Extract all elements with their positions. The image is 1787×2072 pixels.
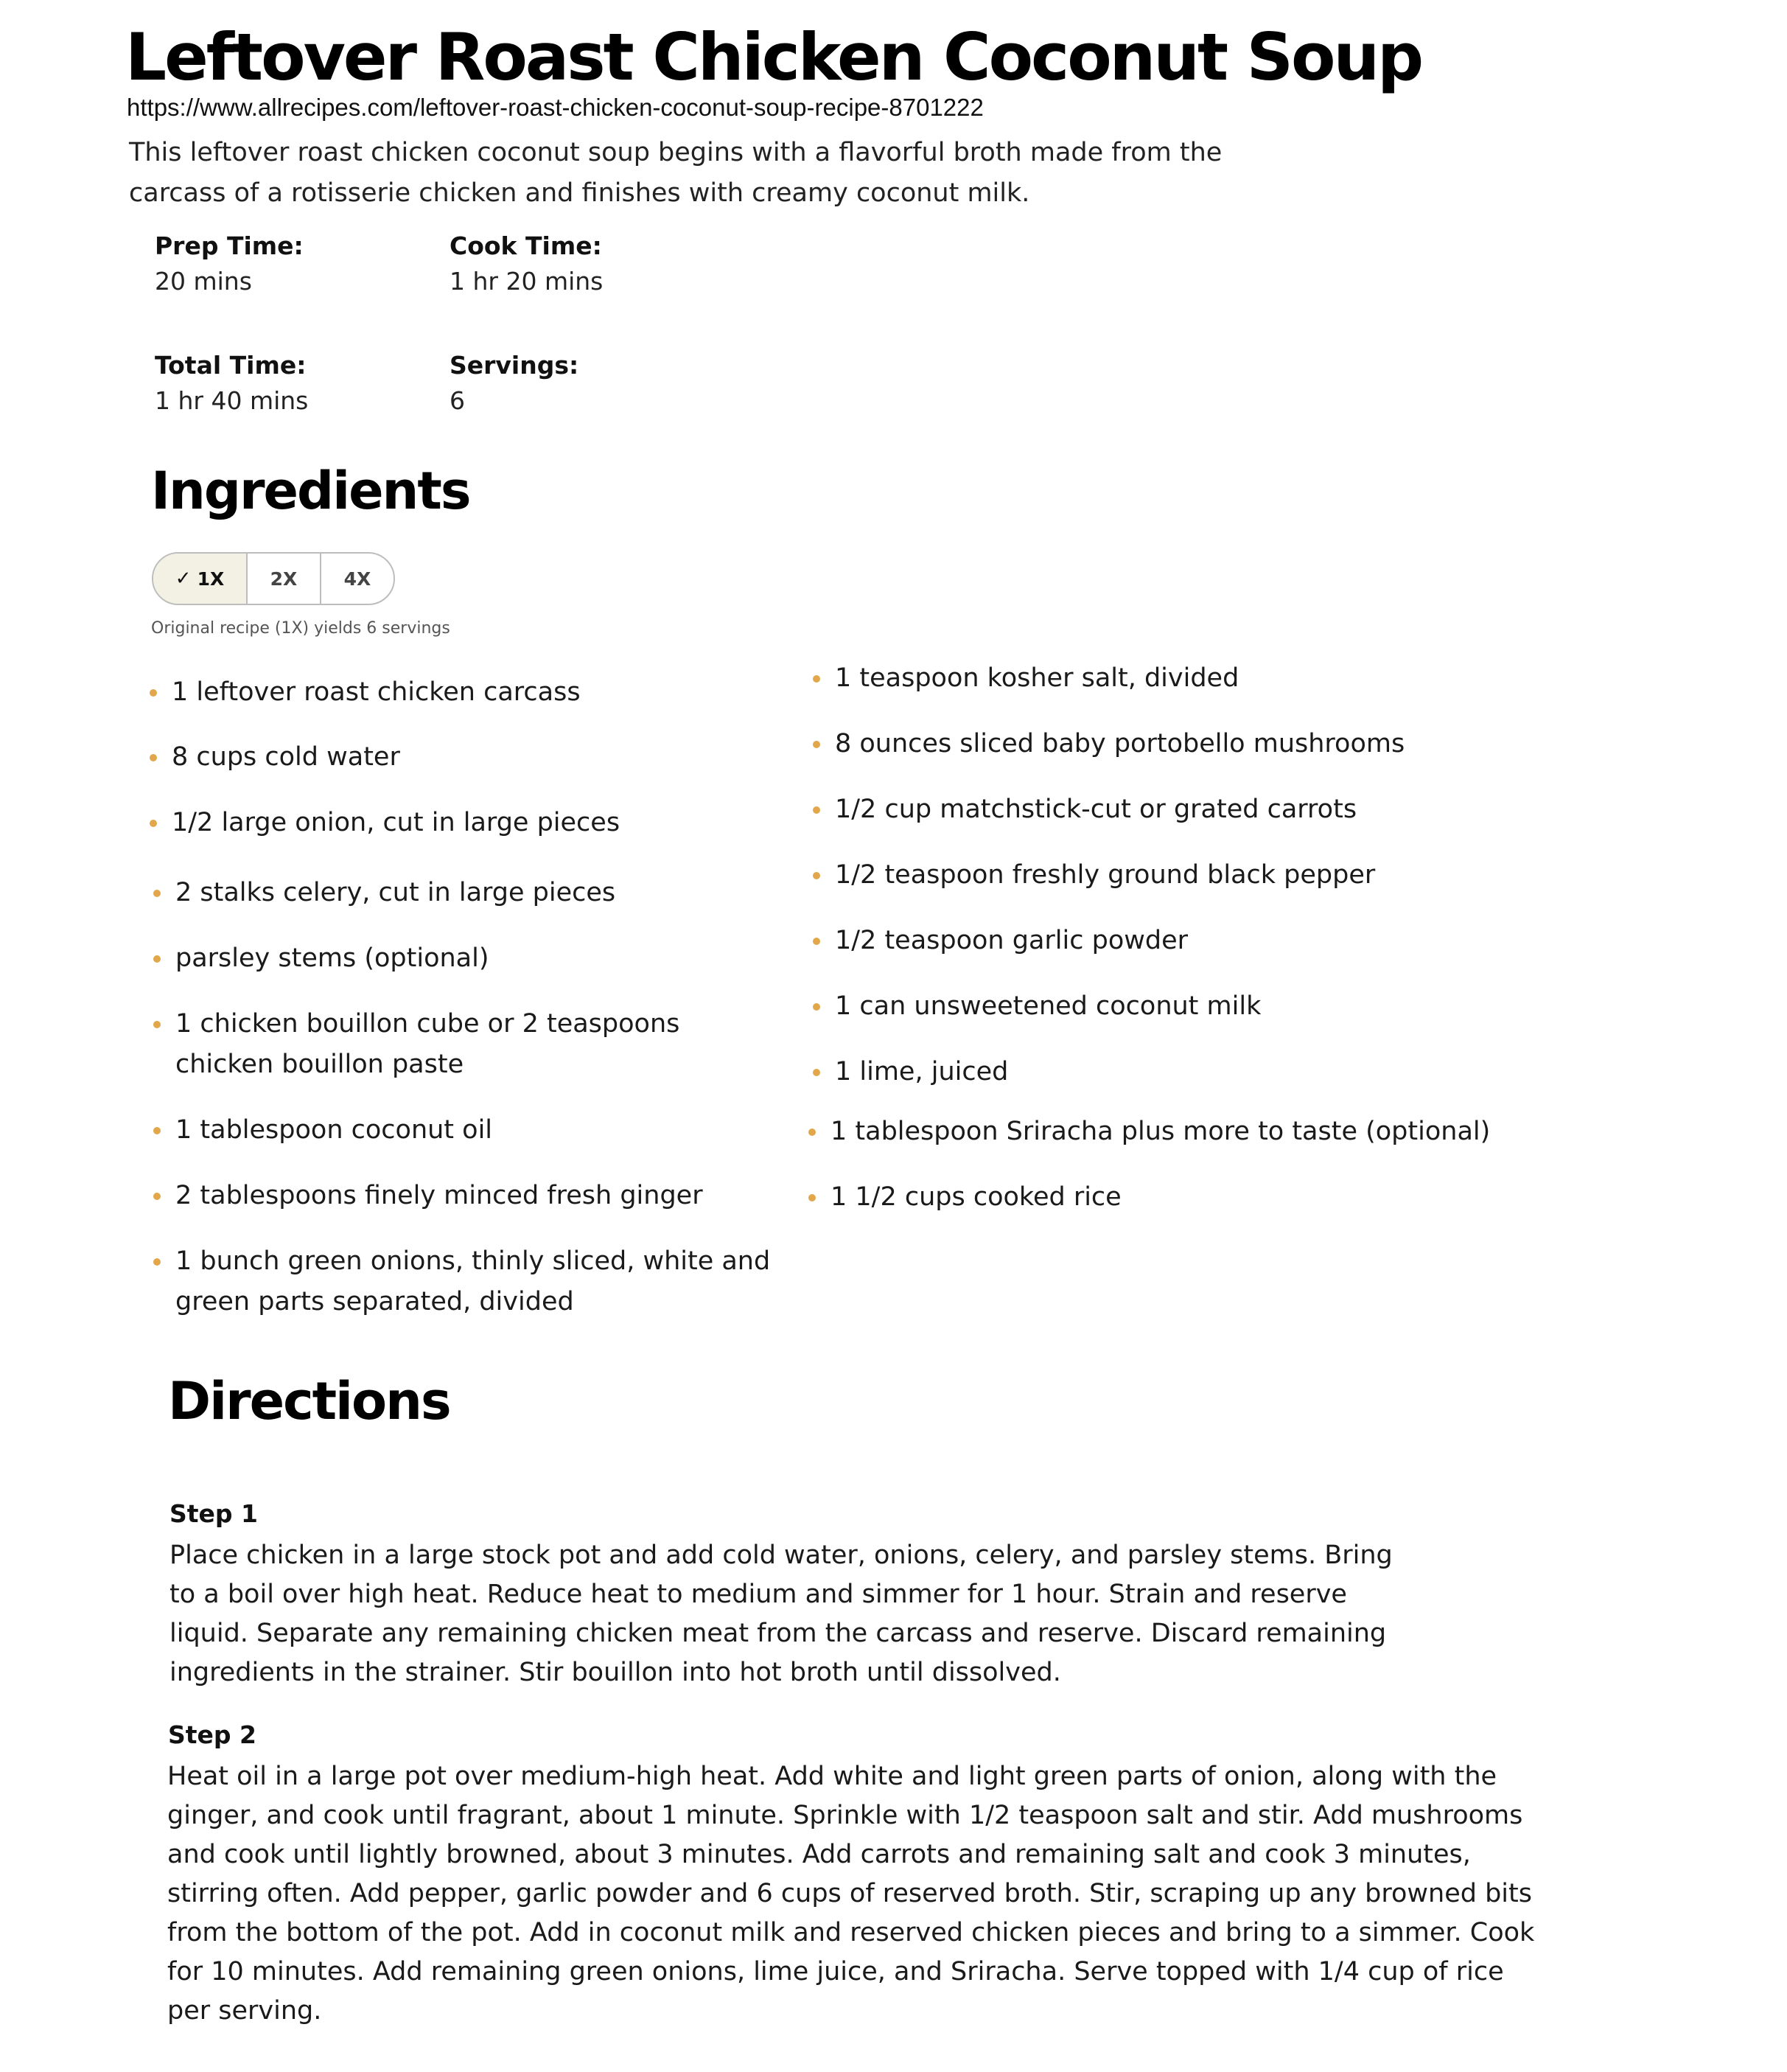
step-1-label: Step 1	[169, 1499, 258, 1528]
ingredient-item: 1/2 teaspoon freshly ground black pepper	[813, 855, 1542, 896]
prep-time-label: Prep Time:	[155, 231, 304, 260]
total-time-label: Total Time:	[155, 351, 307, 380]
ingredients-right-column	[813, 658, 1550, 1233]
scale-4x-button[interactable]	[321, 554, 394, 604]
directions-heading: Directions	[168, 1371, 450, 1431]
ingredient-item: 1 leftover roast chicken carcass	[150, 672, 776, 713]
ingredient-item: 1/2 large onion, cut in large pieces	[150, 803, 776, 843]
recipe-scale-toggle	[152, 552, 395, 605]
servings-value: 6	[450, 386, 465, 415]
ingredient-item: 1 can unsweetened coconut milk	[813, 986, 1542, 1027]
ingredient-item: 1/2 teaspoon garlic powder	[813, 921, 1542, 961]
check-icon: ✓	[175, 568, 192, 590]
prep-time-value: 20 mins	[155, 267, 252, 296]
prep-time	[155, 229, 450, 299]
ingredient-item: 1 teaspoon kosher salt, divided	[813, 658, 1542, 699]
step-2-text: Heat oil in a large pot over medium-high heat. Add white and light green parts of onion, along with the ginger, and cook until fragrant, about 1 minute. Sprinkle with 1/2 teaspoon salt and stir. Add mushrooms and cook until lightly browned, about 3 minutes. Add carrots and remaining salt and cook 3 minutes, stirring often. Add pepper, garlic powder and 6 cups of reserved broth. Stir, scraping up any browned bits from the bottom of the pot. Add in coconut milk and reserved chicken pieces and bring to a simmer. Cook for 10 minutes. Add remaining green onions, lime juice, and Sriracha. Serve topped with 1/4 cup of rice per serving.	[167, 1762, 1535, 2026]
yield-note: Original recipe (1X) yields 6 servings	[151, 619, 450, 638]
cook-time	[450, 229, 744, 299]
servings-label: Servings:	[450, 351, 579, 380]
scale-2x-label: 2X	[270, 568, 298, 590]
scale-2x-button[interactable]	[248, 554, 321, 604]
ingredient-item: 2 tablespoons finely minced fresh ginger	[153, 1176, 780, 1216]
ingredients-left-column	[150, 672, 798, 1321]
recipe-meta	[155, 229, 744, 435]
ingredient-item: 1/2 cup matchstick-cut or grated carrots	[813, 789, 1542, 830]
scale-4x-label: 4X	[343, 568, 371, 590]
scale-1x-label: 1X	[197, 568, 225, 590]
ingredient-item: 1 chicken bouillon cube or 2 teaspoons chicken bouillon paste	[153, 1004, 721, 1085]
ingredient-item: 8 cups cold water	[150, 737, 776, 778]
ingredient-item: 1 lime, juiced	[813, 1052, 1542, 1092]
total-time	[155, 348, 450, 419]
step-2-label: Step 2	[168, 1720, 256, 1749]
cook-time-value: 1 hr 20 mins	[450, 267, 604, 296]
cook-time-label: Cook Time:	[450, 231, 602, 260]
page-title: Leftover Roast Chicken Coconut Soup	[125, 19, 1422, 95]
ingredient-item: 2 stalks celery, cut in large pieces	[153, 873, 780, 913]
ingredient-item: 1 tablespoon Sriracha plus more to taste (optional)	[808, 1112, 1553, 1152]
servings	[450, 348, 744, 419]
recipe-description: This leftover roast chicken coconut soup begins with a flavorful broth made from the carcass of a rotisserie chicken and finishes with creamy coconut milk.	[129, 138, 1223, 208]
ingredient-item: 8 ounces sliced baby portobello mushrooms	[813, 724, 1542, 764]
total-time-value: 1 hr 40 mins	[155, 386, 309, 415]
ingredient-item: 1 bunch green onions, thinly sliced, white and green parts separated, divided	[153, 1241, 798, 1322]
ingredient-item: 1 tablespoon coconut oil	[153, 1110, 780, 1151]
ingredient-item: parsley stems (optional)	[153, 938, 780, 979]
scale-1x-button[interactable]	[153, 554, 248, 604]
source-url[interactable]: https://www.allrecipes.com/leftover-roast-chicken-coconut-soup-recipe-8701222	[127, 94, 984, 121]
step-1-text: Place chicken in a large stock pot and add cold water, onions, celery, and parsley stems. Bring to a boil over high heat. Reduce heat to medium and simmer for 1 hour. Strain and reserve liquid. Separate any remaining chicken meat from the carcass and reserve. Discard remaining ingredients in the strainer. Stir bouillon into hot broth until dissolved.	[169, 1541, 1393, 1687]
ingredient-item: 1 1/2 cups cooked rice	[808, 1177, 1538, 1218]
ingredients-heading: Ingredients	[151, 461, 470, 521]
